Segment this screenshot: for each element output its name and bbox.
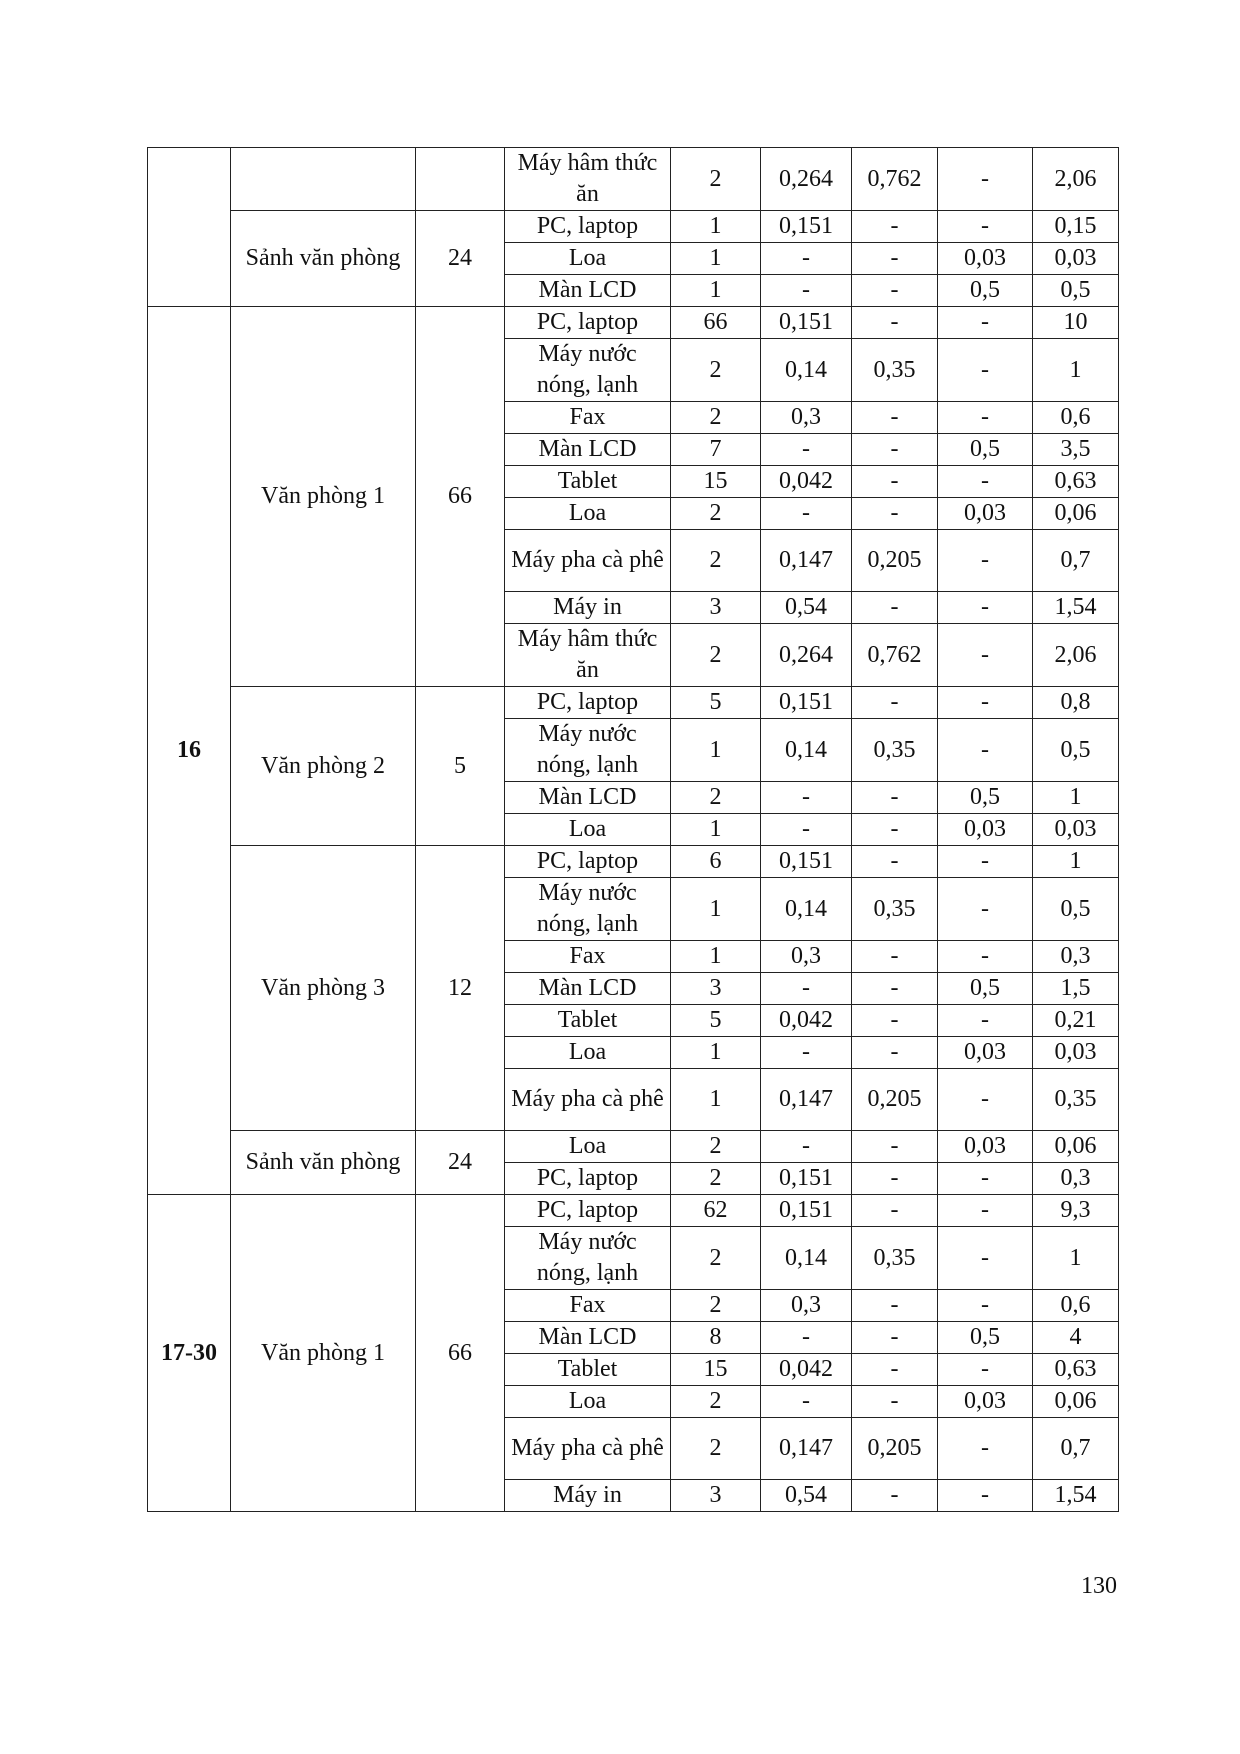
room-cell: Sảnh văn phòng	[231, 1131, 416, 1195]
total-cell: 0,5	[1033, 878, 1119, 941]
total-cell: 1	[1033, 846, 1119, 878]
value-cell: -	[852, 1322, 938, 1354]
value-cell: 0,35	[852, 1227, 938, 1290]
device-cell: Máy nước nóng, lạnh	[505, 1227, 671, 1290]
value-cell: 0,147	[761, 1418, 852, 1480]
total-cell: 3,5	[1033, 434, 1119, 466]
value-cell: 0,3	[761, 941, 852, 973]
value-cell: -	[938, 148, 1033, 211]
device-cell: PC, laptop	[505, 1195, 671, 1227]
value-cell: -	[938, 1354, 1033, 1386]
value-cell: -	[852, 1354, 938, 1386]
area-cell: 24	[416, 211, 505, 307]
value-cell: -	[938, 530, 1033, 592]
device-cell: Máy in	[505, 1480, 671, 1512]
value-cell: 0,147	[761, 530, 852, 592]
value-cell: -	[852, 973, 938, 1005]
value-cell: 0,35	[852, 719, 938, 782]
value-cell: -	[938, 846, 1033, 878]
value-cell: 0,762	[852, 624, 938, 687]
value-cell: -	[938, 307, 1033, 339]
value-cell: 0,151	[761, 687, 852, 719]
device-cell: Fax	[505, 402, 671, 434]
total-cell: 2,06	[1033, 148, 1119, 211]
total-cell: 0,5	[1033, 719, 1119, 782]
value-cell: 0,03	[938, 243, 1033, 275]
value-cell: -	[761, 973, 852, 1005]
device-cell: Máy hâm thức ăn	[505, 148, 671, 211]
quantity-cell: 2	[671, 1227, 761, 1290]
value-cell: -	[852, 1163, 938, 1195]
area-cell: 66	[416, 307, 505, 687]
floor-cell	[148, 148, 231, 307]
value-cell: -	[938, 941, 1033, 973]
value-cell: -	[852, 307, 938, 339]
quantity-cell: 2	[671, 402, 761, 434]
table-row	[148, 148, 1119, 211]
total-cell: 0,03	[1033, 1037, 1119, 1069]
device-cell: Fax	[505, 1290, 671, 1322]
total-cell: 0,3	[1033, 941, 1119, 973]
device-cell: PC, laptop	[505, 211, 671, 243]
device-cell: Màn LCD	[505, 434, 671, 466]
value-cell: -	[938, 1290, 1033, 1322]
value-cell: -	[938, 719, 1033, 782]
value-cell: -	[938, 211, 1033, 243]
floor-cell: 17-30	[148, 1195, 231, 1512]
device-cell: PC, laptop	[505, 1163, 671, 1195]
value-cell: -	[761, 1131, 852, 1163]
quantity-cell: 15	[671, 1354, 761, 1386]
value-cell: 0,762	[852, 148, 938, 211]
table-row	[148, 211, 1119, 243]
value-cell: 0,35	[852, 339, 938, 402]
quantity-cell: 2	[671, 148, 761, 211]
value-cell: -	[852, 1480, 938, 1512]
value-cell: 0,042	[761, 1005, 852, 1037]
total-cell: 4	[1033, 1322, 1119, 1354]
value-cell: 0,03	[938, 1131, 1033, 1163]
value-cell: 0,151	[761, 307, 852, 339]
value-cell: -	[852, 592, 938, 624]
device-cell: Loa	[505, 814, 671, 846]
page-number: 130	[1081, 1573, 1117, 1599]
quantity-cell: 2	[671, 1290, 761, 1322]
quantity-cell: 8	[671, 1322, 761, 1354]
device-cell: Máy hâm thức ăn	[505, 624, 671, 687]
table-row	[148, 846, 1119, 878]
quantity-cell: 3	[671, 1480, 761, 1512]
device-cell: Máy pha cà phê	[505, 1418, 671, 1480]
quantity-cell: 3	[671, 973, 761, 1005]
quantity-cell: 2	[671, 530, 761, 592]
total-cell: 0,8	[1033, 687, 1119, 719]
total-cell: 0,03	[1033, 243, 1119, 275]
device-cell: Máy pha cà phê	[505, 530, 671, 592]
equipment-power-table	[147, 147, 1119, 1512]
value-cell: 0,54	[761, 592, 852, 624]
quantity-cell: 5	[671, 1005, 761, 1037]
total-cell: 0,03	[1033, 814, 1119, 846]
value-cell: 0,35	[852, 878, 938, 941]
value-cell: -	[938, 466, 1033, 498]
quantity-cell: 7	[671, 434, 761, 466]
room-cell	[231, 148, 416, 211]
quantity-cell: 1	[671, 814, 761, 846]
quantity-cell: 62	[671, 1195, 761, 1227]
total-cell: 1,54	[1033, 592, 1119, 624]
value-cell: -	[852, 402, 938, 434]
value-cell: -	[852, 466, 938, 498]
value-cell: -	[852, 1195, 938, 1227]
value-cell: 0,3	[761, 402, 852, 434]
floor-cell: 16	[148, 307, 231, 1195]
total-cell: 0,6	[1033, 402, 1119, 434]
value-cell: 0,03	[938, 814, 1033, 846]
value-cell: -	[938, 1418, 1033, 1480]
value-cell: -	[852, 211, 938, 243]
value-cell: 0,042	[761, 466, 852, 498]
table-row	[148, 687, 1119, 719]
value-cell: -	[852, 243, 938, 275]
total-cell: 0,6	[1033, 1290, 1119, 1322]
quantity-cell: 1	[671, 1069, 761, 1131]
room-cell: Văn phòng 1	[231, 1195, 416, 1512]
total-cell: 0,35	[1033, 1069, 1119, 1131]
device-cell: Fax	[505, 941, 671, 973]
value-cell: 0,3	[761, 1290, 852, 1322]
quantity-cell: 66	[671, 307, 761, 339]
value-cell: -	[852, 434, 938, 466]
value-cell: 0,264	[761, 624, 852, 687]
room-cell: Văn phòng 3	[231, 846, 416, 1131]
value-cell: -	[761, 243, 852, 275]
total-cell: 1,5	[1033, 973, 1119, 1005]
value-cell: 0,54	[761, 1480, 852, 1512]
device-cell: Loa	[505, 243, 671, 275]
value-cell: 0,205	[852, 530, 938, 592]
device-cell: Máy nước nóng, lạnh	[505, 339, 671, 402]
total-cell: 0,06	[1033, 498, 1119, 530]
area-cell: 12	[416, 846, 505, 1131]
quantity-cell: 2	[671, 339, 761, 402]
value-cell: 0,03	[938, 498, 1033, 530]
quantity-cell: 3	[671, 592, 761, 624]
total-cell: 0,63	[1033, 466, 1119, 498]
value-cell: -	[852, 687, 938, 719]
value-cell: -	[938, 878, 1033, 941]
value-cell: 0,5	[938, 275, 1033, 307]
value-cell: -	[938, 1005, 1033, 1037]
device-cell: Máy nước nóng, lạnh	[505, 719, 671, 782]
area-cell: 24	[416, 1131, 505, 1195]
value-cell: 0,14	[761, 1227, 852, 1290]
value-cell: 0,14	[761, 878, 852, 941]
quantity-cell: 5	[671, 687, 761, 719]
device-cell: PC, laptop	[505, 846, 671, 878]
value-cell: -	[761, 1037, 852, 1069]
value-cell: -	[761, 275, 852, 307]
total-cell: 1,54	[1033, 1480, 1119, 1512]
value-cell: 0,205	[852, 1069, 938, 1131]
room-cell: Văn phòng 1	[231, 307, 416, 687]
quantity-cell: 1	[671, 211, 761, 243]
value-cell: -	[761, 1322, 852, 1354]
total-cell: 0,7	[1033, 530, 1119, 592]
value-cell: -	[852, 1386, 938, 1418]
quantity-cell: 2	[671, 1386, 761, 1418]
total-cell: 1	[1033, 339, 1119, 402]
total-cell: 0,21	[1033, 1005, 1119, 1037]
value-cell: 0,151	[761, 846, 852, 878]
device-cell: Loa	[505, 1131, 671, 1163]
value-cell: 0,042	[761, 1354, 852, 1386]
total-cell: 0,5	[1033, 275, 1119, 307]
value-cell: -	[761, 498, 852, 530]
value-cell: 0,5	[938, 1322, 1033, 1354]
value-cell: -	[938, 1227, 1033, 1290]
quantity-cell: 15	[671, 466, 761, 498]
value-cell: -	[938, 1069, 1033, 1131]
value-cell: -	[938, 624, 1033, 687]
quantity-cell: 1	[671, 275, 761, 307]
value-cell: -	[852, 846, 938, 878]
total-cell: 0,3	[1033, 1163, 1119, 1195]
value-cell: -	[761, 814, 852, 846]
value-cell: -	[938, 1163, 1033, 1195]
value-cell: -	[852, 1005, 938, 1037]
quantity-cell: 1	[671, 878, 761, 941]
total-cell: 0,7	[1033, 1418, 1119, 1480]
quantity-cell: 2	[671, 782, 761, 814]
device-cell: Màn LCD	[505, 1322, 671, 1354]
quantity-cell: 2	[671, 1163, 761, 1195]
device-cell: Loa	[505, 498, 671, 530]
total-cell: 0,63	[1033, 1354, 1119, 1386]
device-cell: Tablet	[505, 1354, 671, 1386]
area-cell: 66	[416, 1195, 505, 1512]
device-cell: Loa	[505, 1386, 671, 1418]
quantity-cell: 2	[671, 624, 761, 687]
value-cell: 0,03	[938, 1037, 1033, 1069]
value-cell: 0,5	[938, 782, 1033, 814]
device-cell: Tablet	[505, 1005, 671, 1037]
device-cell: Màn LCD	[505, 275, 671, 307]
quantity-cell: 6	[671, 846, 761, 878]
area-cell: 5	[416, 687, 505, 846]
total-cell: 0,06	[1033, 1131, 1119, 1163]
quantity-cell: 1	[671, 1037, 761, 1069]
device-cell: Màn LCD	[505, 973, 671, 1005]
total-cell: 1	[1033, 782, 1119, 814]
area-cell	[416, 148, 505, 211]
table-row	[148, 1195, 1119, 1227]
quantity-cell: 1	[671, 941, 761, 973]
total-cell: 2,06	[1033, 624, 1119, 687]
value-cell: -	[852, 941, 938, 973]
value-cell: -	[938, 592, 1033, 624]
device-cell: Máy nước nóng, lạnh	[505, 878, 671, 941]
value-cell: -	[852, 782, 938, 814]
value-cell: 0,151	[761, 1163, 852, 1195]
quantity-cell: 2	[671, 498, 761, 530]
room-cell: Văn phòng 2	[231, 687, 416, 846]
value-cell: -	[938, 1480, 1033, 1512]
value-cell: 0,14	[761, 719, 852, 782]
value-cell: -	[938, 1195, 1033, 1227]
value-cell: 0,5	[938, 973, 1033, 1005]
value-cell: -	[938, 687, 1033, 719]
value-cell: -	[938, 402, 1033, 434]
total-cell: 10	[1033, 307, 1119, 339]
quantity-cell: 1	[671, 719, 761, 782]
table-row	[148, 307, 1119, 339]
total-cell: 0,06	[1033, 1386, 1119, 1418]
value-cell: 0,5	[938, 434, 1033, 466]
value-cell: -	[852, 814, 938, 846]
value-cell: -	[852, 1290, 938, 1322]
device-cell: Máy pha cà phê	[505, 1069, 671, 1131]
device-cell: Máy in	[505, 592, 671, 624]
value-cell: -	[761, 782, 852, 814]
device-cell: PC, laptop	[505, 687, 671, 719]
quantity-cell: 2	[671, 1418, 761, 1480]
device-cell: PC, laptop	[505, 307, 671, 339]
room-cell: Sảnh văn phòng	[231, 211, 416, 307]
value-cell: 0,14	[761, 339, 852, 402]
quantity-cell: 1	[671, 243, 761, 275]
device-cell: Tablet	[505, 466, 671, 498]
table-row	[148, 1131, 1119, 1163]
device-cell: Màn LCD	[505, 782, 671, 814]
value-cell: -	[852, 275, 938, 307]
value-cell: 0,264	[761, 148, 852, 211]
value-cell: -	[761, 434, 852, 466]
value-cell: 0,151	[761, 1195, 852, 1227]
value-cell: 0,151	[761, 211, 852, 243]
quantity-cell: 2	[671, 1131, 761, 1163]
total-cell: 1	[1033, 1227, 1119, 1290]
value-cell: 0,147	[761, 1069, 852, 1131]
total-cell: 0,15	[1033, 211, 1119, 243]
value-cell: -	[852, 498, 938, 530]
value-cell: -	[938, 339, 1033, 402]
value-cell: -	[852, 1037, 938, 1069]
total-cell: 9,3	[1033, 1195, 1119, 1227]
value-cell: 0,205	[852, 1418, 938, 1480]
value-cell: -	[761, 1386, 852, 1418]
value-cell: 0,03	[938, 1386, 1033, 1418]
device-cell: Loa	[505, 1037, 671, 1069]
value-cell: -	[852, 1131, 938, 1163]
